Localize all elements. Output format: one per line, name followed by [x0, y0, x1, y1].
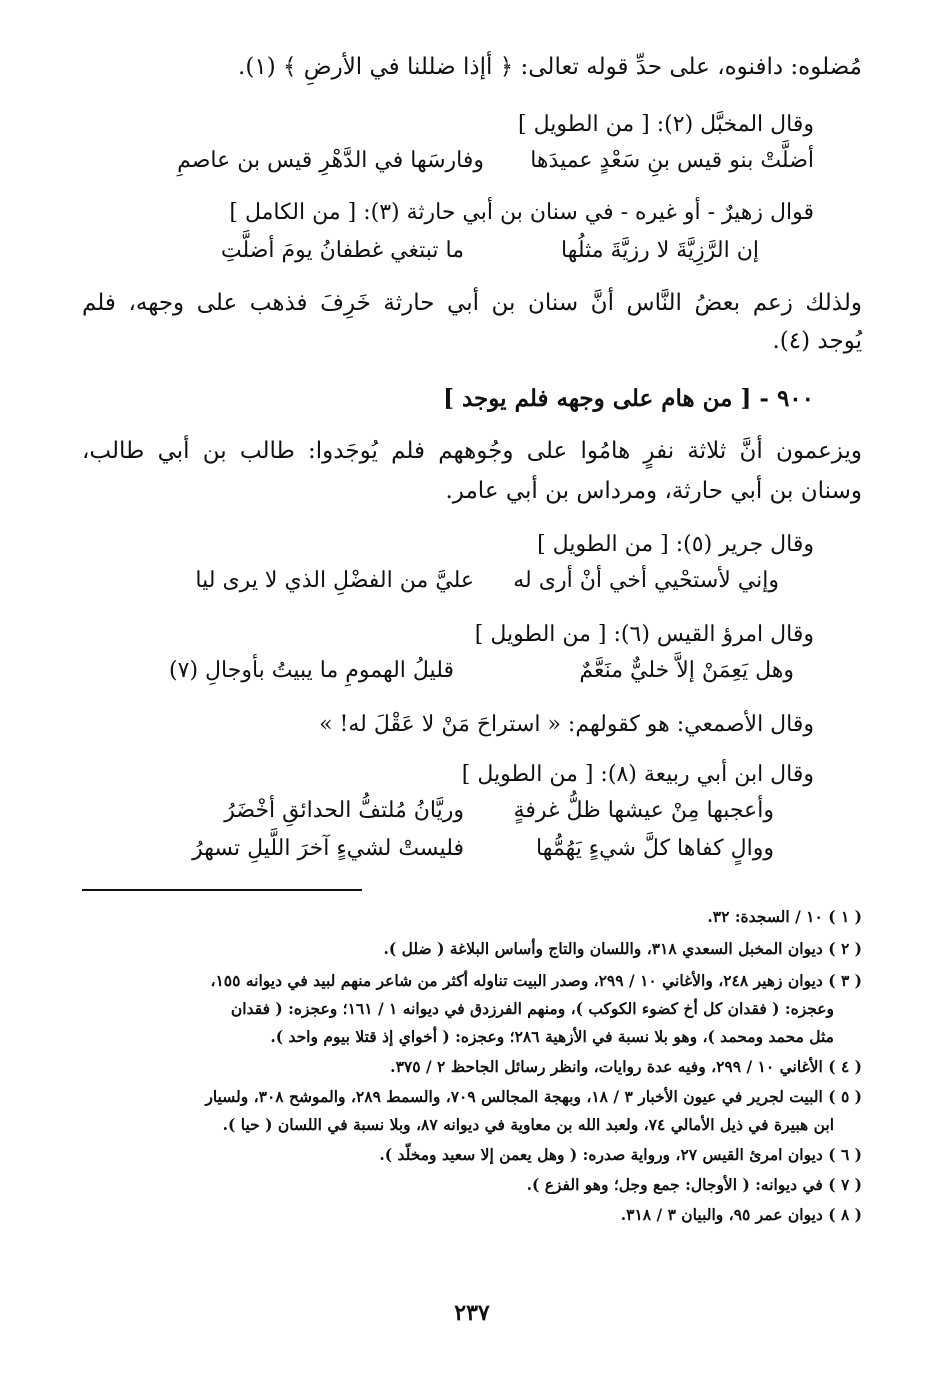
- paragraph-line: وسنان بن أبي حارثة، ومرداس بن أبي عامر.: [445, 478, 862, 504]
- verse-first-hemistich: ووالٍ كفاها كلَّ شيءٍ يَهُمُّها: [535, 836, 774, 861]
- verse-first-hemistich: وأعجبها مِنْ عيشها ظلُّ غرفةٍ: [513, 798, 774, 823]
- verse-second-hemistich: فليستْ لشيءٍ آخرَ اللَّيلِ تسهرُ: [192, 836, 464, 861]
- verse-first-hemistich: إن الرَّزِيَّةَ لا رزيَّةَ مثلُها: [561, 238, 759, 263]
- footnote: ( ٧ ) في ديوانه: ( الأوجال: جمع وجل؛ وهو الفزع ).: [526, 1175, 862, 1194]
- quote-intro: قوال زهيرٌ - أو غيره - في سنان بن أبي حارثة (٣): [ من الكامل ]: [229, 200, 814, 225]
- quote-intro: وقال ابن أبي ربيعة (٨): [ من الطويل ]: [461, 762, 814, 787]
- verse-second-hemistich: وريَّانُ مُلتفُّ الحدائقِ أخْضَرُ: [224, 798, 464, 823]
- verse-second-hemistich: عليَّ من الفضْلِ الذي لا يرى ليا: [195, 568, 474, 593]
- verse-first-hemistich: وإني لأستحْيي أخي أنْ أرى له: [513, 568, 779, 593]
- section-heading: ٩٠٠ - [ من هام على وجهه فلم يوجد ]: [443, 385, 814, 412]
- paragraph-line: وقال الأصمعي: هو كقولهم: « استراحَ مَنْ لا عَقْلَ له! »: [319, 712, 814, 737]
- verse-second-hemistich: ما تبتغي غطفانُ يومَ أضلَّتِ: [220, 238, 464, 263]
- paragraph-line: مُضلوه: دافنوه، على حدِّ قوله تعالى: ﴿ أإذا ضللنا في الأرضِ ﴾ (١).: [238, 54, 862, 80]
- footnote-continuation: مثل محمد ومحمد )، وهو بلا نسبة في الأزهية ٢٨٦؛ وعجزه: ( أخواي إذ قتلا بيوم واحد ).: [270, 1027, 834, 1046]
- verse-first-hemistich: وهل يَعِمَنْ إلاَّ خليٌّ منَعَّمٌ: [579, 658, 794, 683]
- footnote: ( ٨ ) ديوان عمر ٩٥، والبيان ٣ / ٣١٨.: [620, 1205, 862, 1224]
- quote-intro: وقال المخبَّل (٢): [ من الطويل ]: [518, 112, 814, 137]
- paragraph-line: ولذلك زعم بعضُ النَّاس أنَّ سنان بن أبي حارثة خَرِفَ فذهب على وجهه، فلم: [82, 290, 862, 316]
- verse-second-hemistich: وفارسَها في الدَّهْرِ قيس بن عاصمِ: [177, 148, 484, 173]
- footnote: ( ٣ ) ديوان زهير ٢٤٨، والأغاني ١٠ / ٢٩٩، وصدر البيت تناوله أكثر من شاعر منهم لبيد في ديوانه ١٥٥،: [210, 971, 862, 990]
- verse-first-hemistich: أضلَّتْ بنو قيس بنِ سَعْدٍ عميدَها: [530, 148, 814, 173]
- footnote-divider: [82, 889, 362, 891]
- footnote: ( ٤ ) الأغاني ١٠ / ٢٩٩، وفيه عدة روايات، وانظر رسائل الجاحظ ٢ / ٣٧٥.: [390, 1057, 862, 1076]
- footnote: ( ١ ) ١٠ / السجدة: ٣٢.: [707, 907, 862, 926]
- footnote-continuation: وعجزه: ( فقدان كل أخ كضوء الكوكب )، ومنهم الفرزدق في ديوانه ١ / ١٦١؛ وعجزه: ( فقدان: [230, 999, 834, 1018]
- footnote-continuation: ابن هبيرة في ذيل الأمالي ٧٤، ولعبد الله بن معاوية في ديوانه ٨٧، وبلا نسبة في اللسان ( حيا ).: [222, 1115, 834, 1134]
- footnote: ( ٦ ) ديوان امرئ القيس ٢٧، ورواية صدره: ( وهل يعمن إلا سعيد ومخلّد ).: [379, 1145, 862, 1164]
- quote-intro: وقال جرير (٥): [ من الطويل ]: [537, 532, 814, 557]
- page-number: ٢٣٧: [454, 1300, 490, 1326]
- quote-intro: وقال امرؤ القيس (٦): [ من الطويل ]: [474, 622, 814, 647]
- footnote: ( ٢ ) ديوان المخبل السعدي ٣١٨، واللسان والتاج وأساس البلاغة ( ضلل ).: [383, 939, 862, 958]
- paragraph-line: ويزعمون أنَّ ثلاثة نفرٍ هامُوا على وجُوههم فلم يُوجَدوا: طالب بن أبي طالب،: [82, 438, 862, 464]
- verse-second-hemistich: قليلُ الهمومِ ما يبيتُ بأوجالِ (٧): [169, 658, 454, 683]
- footnote: ( ٥ ) البيت لجرير في عيون الأخبار ٣ / ١٨، وبهجة المجالس ٧٠٩، والسمط ٢٨٩، والموشح ٣٠٨، ولسيار: [205, 1087, 862, 1106]
- paragraph-line: يُوجد (٤).: [772, 328, 862, 354]
